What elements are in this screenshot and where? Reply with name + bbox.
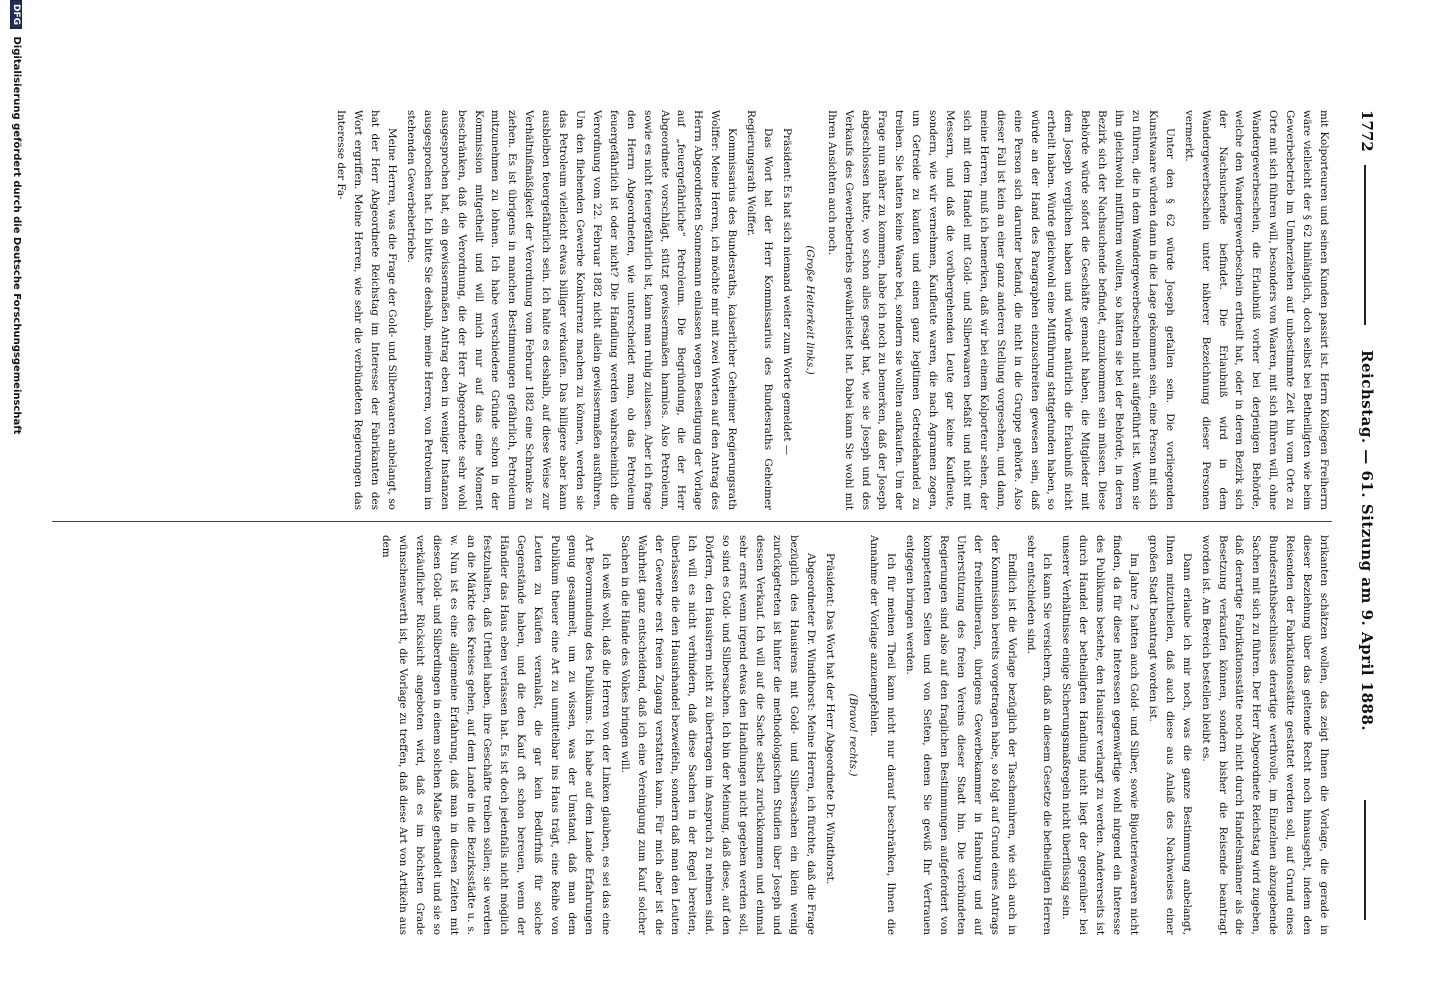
dfg-logo: DFG <box>10 0 22 29</box>
paragraph: brikanten schätzen wollen, das zeigt Ihnen die Vorlage, die gerade in dieser Beziehung über das geltende Recht noch hinausgeht, indem den Reisenden der Fabrikationsstätte gestattet werden soll, auf Grund eines Bundesrathsbeschlusses derartige werthvolle, im Einzelnen abzugebende Sachen mit sich zu führen. Der Herr Abgeordnete Reichstag wird zugeben, daß derartige Fabrikationsstätte noch nicht durch Handelsmänner als die Besetzung verkaufen können, sondern bisher die Reisende beantragt worden ist. Am Bereich bestellen bleibt es. <box>1199 535 1330 935</box>
paragraph: Meine Herren, was die Frage der Gold- und Silberwaaren anbelangt, so hat der Herr Abgeordnete Reichstag im Interesse der Fabrikanten des Wort ergriffen. Meine Herren, wie sehr die verbündeten Regierungen das Interesse der Fa- <box>335 110 399 510</box>
paragraph: Im Jahre 2 hatten auch Gold- und Silber, sowie Bijouteriewaaren nicht finden, da für diese Interessen gegenwärtige wohl nirgend ein Interesse des Publikums bestehe, den Hausirer verlangt zu werden. Andererseits ist durch Handel der betheiligten Handlung nicht liegt der gegenüber bei unserer Verhältnisse einige Sicherungsmaßregeln nicht überflüssig sein. <box>1060 535 1141 935</box>
paragraph: Das Wort hat der Herr Kommissarius des Bundesraths Geheimer Regierungsrath Wolffer. <box>745 110 774 510</box>
paragraph: Ich kann Sie versichern, daß an diesem Gesetze die betheiligten Herren sehr entschieden sind. <box>1024 535 1054 935</box>
left-column <box>32 110 1332 510</box>
stage-direction: (Große Heiterkeit links.) <box>803 245 816 375</box>
header-rule-right <box>1364 800 1366 920</box>
credit-text: Digitalisierung gefördert durch die Deutsche Forschungsgemeinschaft <box>11 36 22 435</box>
digitization-credit <box>4 0 22 1000</box>
right-column <box>32 535 1332 935</box>
column-divider <box>52 521 1332 522</box>
speaker-paragraph: Präsident: Es hat sich niemand weiter zum Worte gemeldet — <box>780 128 793 456</box>
paragraph: Abgeordneter Dr. Windthorst: Meine Herren, ich fürchte, daß die Frage bezüglich des Hausirens mit Gold- und Silbersachen ein klein wenig zurückgetreten ist hinter die methodologischen Studien über Joseph und dessen Verkauf. Ich will auf die Sache selbst zurückkommen und einmal sehr ernst wenn irgend etwas den Handlungen nicht gegeben werden soll, so sind es Gold- und Silbersachen. Ich bin der Meinung, daß diese, auf den Dörfern, den Hausirern nicht zu übertragen im Anspruch zu nehmen sind. Ich will es nicht verhindern, daß diese Sachen in der Regel bereiten, überlassen die den Hausirhandel bezweifeln, sondern daß man den Leuten der Gewerbe erst freien Zugang verstatten kann. Für mich aber ist die Wahrheit ganz entscheidend, daß ich eine Vereinigung zum Kauf solcher Sachen in die Hände des Volkes bringen will. <box>618 535 817 935</box>
header-rule-left <box>1364 165 1366 325</box>
paragraph: Ich für meinen Theil kann nicht nur darauf beschränken, Ihnen die Annahme der Vorlage anzuempfehlen. <box>868 535 898 935</box>
stage-direction: (Bravo! rechts.) <box>846 693 859 777</box>
page-header <box>1344 110 1384 940</box>
paragraph: Endlich ist die Vorlage bezüglich der Taschenuhren, wie sich auch in der Kommission bereits vorgetragen habe, so folgt auf Grund eines Antrags der freiheitliberalen, übrigens Gewerbekammer in Hamburg und auf Unterstützung des freien Vereins dieser Stadt hin. Die verbündeten Regierungen sind also auf den fraglichen Bestimmungen aufgefordert von kompetenten Seiten und von Seiten, denen Sie gewiß Ihr Vertrauen entgegen bringen werden. <box>904 535 1018 935</box>
page-title: Reichstag. — 61. Sitzung am 9. April 1888. <box>1358 350 1376 732</box>
paragraph: Kommissarius des Bundesraths, kaiserlicher Geheimer Regierungsrath Wolffer: Meine Herren, ich möchte mir mit zwei Worten auf den Antrag des Herrn Abgeordneten Sonnemann einlassen wegen Beseitigung der Vorlage auf „feuergefährliche“ Petroleum. Die Begründung, die der Herr Abgeordnete vorschlägt, stützt gewissermaßen harmlos. Also Petroleum, sowie es nicht feuergefährlich ist, kann man ruhig zulassen. Aber ich frage den Herrn Abgeordneten, wie unterscheidet man, ob das Petroleum feuergefährlich ist oder nicht? Die Handlung werden wahrscheinlich die Verordnung vom 22. Februar 1882 nicht allein gewissermaßen ausführen. Um den fliehenden Gewerbe Konkurrenz machen zu können, werden sie das Petroleum vielleicht etwas billiger verkaufen. Das billigere aber kann ausbleiben feuergefährlich sein. Ich halte es deshalb, auf diese Weise zur Verhältnißmäßigkeit der Verordnung vom Februar 1882 eine Schranke zu ziehen. Es ist übrigens in manchen Bestimmungen gefährlich, Petroleum mitzunehmen zu lohnen. Ich habe verschiedene Gründe schon in der Kommission mitgetheilt und will mich nur auf das eine Moment beschränken, daß die Verordnung, die der Herr Abgeordnete sehr wohl ausgesprochen hat, ein gewissermaßen Antrag eben in weniger Instanzen ausgesprochen hat. Ich bitte Sie deshalb, meine Herren, von Petroleum im stehenden Gewerbebetriebe. <box>404 110 739 510</box>
page-number: 1772 <box>1358 110 1376 152</box>
paragraph: Ich weiß wohl, daß die Herren von der Linken glauben, es sei das eine Art Bevormundung des Publikums. Ich habe auf dem Lande Erfahrungen genug gesammelt, um zu wissen, was der Umstand, daß man dem Publikum theuer eine Art zu unmittelbar ins Haus trägt, eine Reihe von Leuten zu Käufen veranlaßt, die gar kein Bedürfniß für solche Gegenstände haben, und die den Kauf oft schon bereuen, wenn der Händler das Haus eben verlassen hat. Es ist doch jedenfalls nicht möglich festzuhalten, daß Urtheil haben, ihre Geschäfte treiben sollen; sie werden an die Märkte des Kreises gehen, auf dem Lande in die Bezirksstädte u. s. w. Nun ist es eine allgemeine Erfahrung, daß man in diesen Zeiten mit diesen Gold- und Silberdingen in einem solchen Maße gehandelt und sie so verkäuflicher Rücksicht angeboten wird, daß es im höchsten Grade wünschenswerth ist, die Vorlage zu treffen, daß diese Art von Artikeln aus dem <box>380 535 612 935</box>
paragraph: mit Kolporteuren und seinen Kunden passirt ist. Herrn Kollegen Freiherrn wäre vielleicht der § 62 hinlänglich, doch selbst bei Betheiligten wie beim Gewerbebetrieb im Umherziehen auf unbestimmte Zeit hin vom Orte zu Orte mit sich führen will, besonders von Waaren, mit sich führen will, ohne Wandergewerbeschein, die Erlaubniß vorher bei derjenigen Behörde, welche den Wandergewerbeschein ertheilt hat, oder in deren Bezirk sich der Nachsuchende befindet. Die Erlaubniß wird in dem Wandergewerbeschein unter näherer Bezeichnung dieser Personen vermerkt. <box>1182 110 1330 510</box>
paragraph: Dann erlaube ich mir noch, was die ganze Bestimmung anbelangt, Ihnen mitzutheilen, daß auch diese aus Anlaß des Nachweises einer großen Stadt beantragt worden ist. <box>1146 535 1193 935</box>
paragraph: Unter den § 62 würde Joseph gefallen sein. Die vorliegenden Kunstwaare würden dann in die Lage gekommen sein, eine Person mit sich zu führen, die in dem Wandergewerbeschein nicht aufgeführt ist. Wenn sie ihn gleichwohl mitführen wollten, so hätten sie bei der Behörde, in deren Bezirk sich der Nachsuchende befindet, einzukommen sein müssen. Diese Behörde würde sofort die Geschäfte gemacht haben, die Mitglieder mit dem Joseph verglichen haben und würde natürlich die Erlaubniß nicht ertheilt haben. Würde gleichwohl eine Mitführung stattgefunden haben, so würde an der Hand des Paragraphen einzuschreiten gewesen sein, daß eine Person sich darunter befand, die nicht in die Gruppe gehörte. Also dieser Fall ist kein an einer ganz anderen Stellung vorgesehen, und dann, meine Herren, muß ich bemerken, daß wir bei einem Kolporteur sehen, der sich mit dem Handel mit Gold- und Silberwaaren befaßt und nicht mit Messern, und daß die vorübergehenden Leute gar keine Kaufleute, sondern, wie wir vernehmen, Kaufleute waren, die nach Agramen zogen, um Getreide zu kaufen und einen ganz legitimen Getreidehandel zu treiben. Sie hatten keine Waare bei, sondern sie wollten aufkaufen. Um der Frage nun näher zu kommen, habe ich noch zu bemerken, daß der Joseph abgeschlossen hatte, wo schon alles gesagt hat, wie sie Joseph und des Verkaufs des Gewerbebetriebs gewährleistet hat. Dabei kann Sie wohl mit Ihren Ansichten auch noch. <box>825 110 1176 510</box>
speaker-paragraph: Präsident: Das Wort hat der Herr Abgeordnete Dr. Windthorst. <box>823 553 836 885</box>
